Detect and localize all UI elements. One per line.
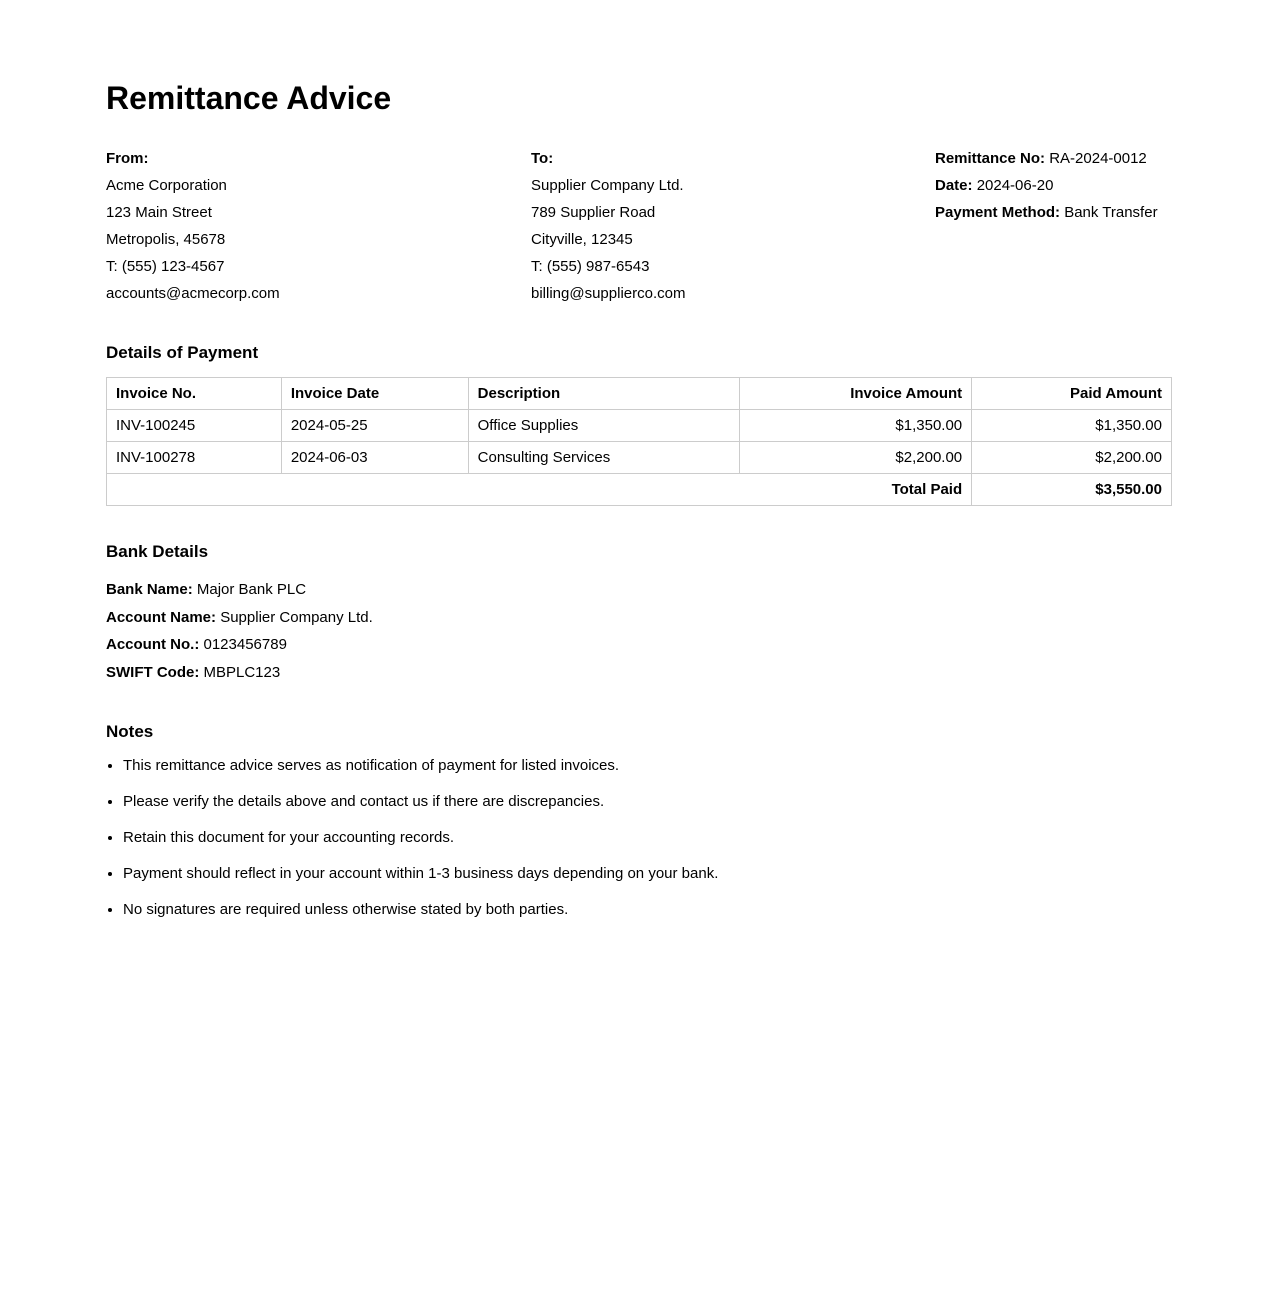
- bank-details-list: [106, 576, 1172, 686]
- cell-invoice-date: 2024-05-25: [281, 410, 468, 442]
- remittance-meta-block: [935, 145, 1172, 226]
- note-item: • Retain this document for your accounting records.: [123, 828, 1172, 848]
- account-no-row: [106, 631, 1172, 659]
- table-header: [107, 378, 1172, 410]
- from-city: Metropolis, 45678: [106, 231, 226, 248]
- cell-invoice-date: 2024-06-03: [281, 442, 468, 474]
- to-label: To:: [531, 150, 554, 167]
- table-body: [107, 410, 1172, 474]
- account-no-label: Account No.:: [106, 636, 200, 653]
- payment-details-table: [106, 377, 1172, 506]
- column-header-invoice-date: Invoice Date: [281, 378, 468, 410]
- document-body: [106, 0, 1172, 920]
- remittance-no-row: [935, 145, 1172, 172]
- payment-method-label: Payment Method:: [935, 204, 1061, 221]
- note-item: • No signatures are required unless otherwise stated by both parties.: [123, 900, 1172, 920]
- document-header: [106, 145, 1172, 307]
- to-phone: T: (555) 987-6543: [531, 258, 650, 275]
- cell-invoice-no: INV-100278: [107, 442, 282, 474]
- swift-code-row: [106, 659, 1172, 687]
- remittance-no-value: RA-2024-0012: [1049, 150, 1147, 167]
- account-no-value: 0123456789: [203, 636, 287, 653]
- page-title: Remittance Advice: [106, 80, 392, 116]
- bank-details-heading: Bank Details: [106, 542, 209, 561]
- cell-paid-amount: $2,200.00: [972, 442, 1172, 474]
- from-email: accounts@acmecorp.com: [106, 285, 280, 302]
- table-row: [107, 410, 1172, 442]
- from-label: From:: [106, 150, 149, 167]
- account-name-row: [106, 604, 1172, 632]
- from-company: Acme Corporation: [106, 177, 227, 194]
- to-address-block: [531, 145, 935, 307]
- to-city: Cityville, 12345: [531, 231, 633, 248]
- date-value: 2024-06-20: [976, 177, 1054, 194]
- payment-method-row: [935, 199, 1172, 226]
- cell-invoice-no: INV-100245: [107, 410, 282, 442]
- payment-method-value: Bank Transfer: [1064, 204, 1158, 221]
- note-item: • Payment should reflect in your account within 1-3 business days depending on your bank.: [123, 864, 1172, 884]
- table-row: [107, 442, 1172, 474]
- swift-code-label: SWIFT Code:: [106, 663, 200, 681]
- table-footer: [107, 474, 1172, 506]
- cell-invoice-amount: $2,200.00: [740, 442, 972, 474]
- column-header-invoice-no: Invoice No.: [107, 378, 282, 410]
- swift-code-value: MBPLC123: [203, 663, 281, 681]
- to-street: 789 Supplier Road: [531, 204, 656, 221]
- total-row: [107, 474, 1172, 506]
- column-header-description: Description: [468, 378, 740, 410]
- payment-details-heading: Details of Payment: [106, 343, 259, 362]
- bank-name-label: Bank Name:: [106, 581, 193, 598]
- total-paid-label: Total Paid: [107, 474, 972, 506]
- from-phone: T: (555) 123-4567: [106, 258, 225, 275]
- date-row: [935, 172, 1172, 199]
- table-header-row: [107, 378, 1172, 410]
- remittance-no-label: Remittance No:: [935, 150, 1046, 167]
- note-item: • Please verify the details above and contact us if there are discrepancies.: [123, 792, 1172, 812]
- cell-description: Consulting Services: [468, 442, 740, 474]
- total-paid-value: $3,550.00: [972, 474, 1172, 506]
- account-name-value: Supplier Company Ltd.: [220, 608, 373, 626]
- notes-heading: Notes: [106, 722, 154, 741]
- cell-description: Office Supplies: [468, 410, 740, 442]
- notes-list: [106, 756, 1172, 920]
- column-header-invoice-amount: Invoice Amount: [740, 378, 972, 410]
- bank-name-row: [106, 576, 1172, 604]
- to-company: Supplier Company Ltd.: [531, 177, 684, 194]
- cell-paid-amount: $1,350.00: [972, 410, 1172, 442]
- date-label: Date:: [935, 177, 973, 194]
- bank-name-value: Major Bank PLC: [196, 581, 307, 598]
- from-address-block: [106, 145, 531, 307]
- column-header-paid-amount: Paid Amount: [972, 378, 1172, 410]
- cell-invoice-amount: $1,350.00: [740, 410, 972, 442]
- account-name-label: Account Name:: [106, 608, 217, 626]
- to-email: billing@supplierco.com: [531, 285, 686, 302]
- note-item: • This remittance advice serves as notification of payment for listed invoices.: [123, 756, 1172, 776]
- from-street: 123 Main Street: [106, 204, 212, 221]
